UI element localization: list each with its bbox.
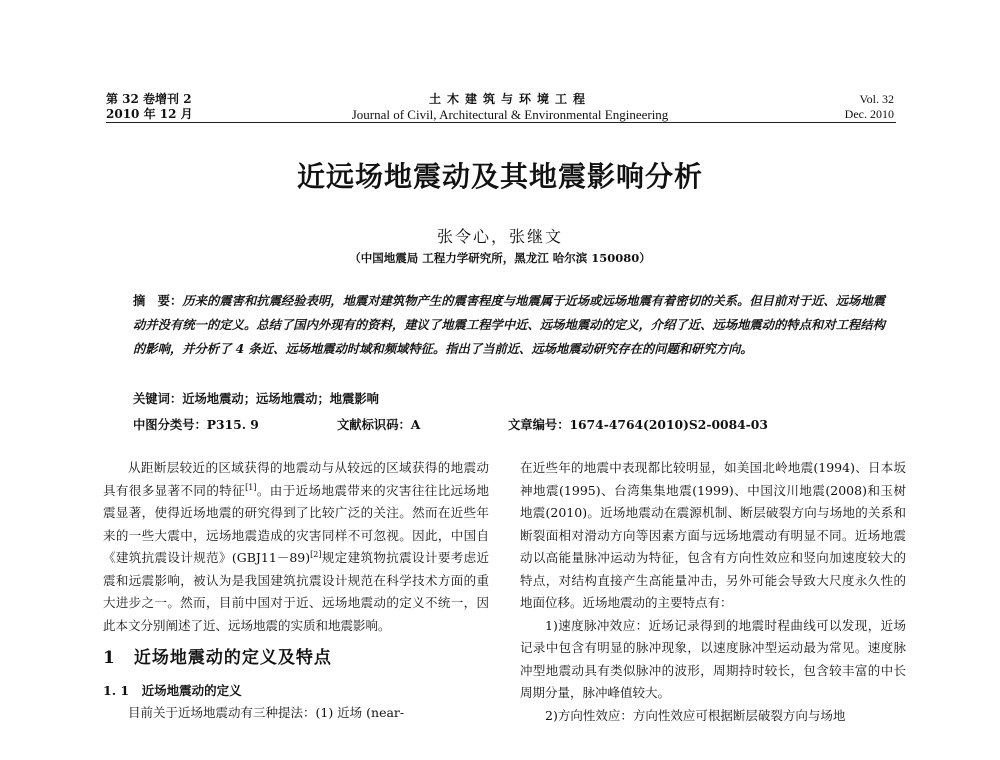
article-number (508, 415, 768, 433)
paper-affiliation: （中国地震局 工程力学研究所，黑龙江 哈尔滨 150080） (349, 251, 651, 265)
right-column (520, 457, 906, 727)
left-column (103, 457, 489, 725)
keywords-label: 关键词： (133, 391, 183, 406)
section-heading-1: 1 近场地震动的定义及特点 (103, 648, 332, 668)
journal-volume-cn: 第 32 卷增刊 2 (106, 92, 192, 106)
document-code (337, 415, 420, 433)
paper-authors: 张令心，张继文 (436, 227, 563, 246)
journal-date-cn: 2010 年 12 月 (106, 107, 193, 121)
doc-code-value: A (410, 417, 421, 432)
keywords (133, 389, 379, 407)
journal-name-cn: 土木建筑与环境工程 (428, 92, 591, 106)
citation-1: [1] (245, 482, 257, 492)
keywords-text: 近场地震动；远场地震动；地震影响 (182, 391, 379, 406)
citation-2: [2] (310, 549, 322, 559)
clc-number (133, 415, 259, 433)
body-paragraph: 在近些年的地震中表现都比较明显，如美国北岭地震(1994)、日本坂神地震(1995)、台湾集集地震(1999)、中国汶川地震(2008)和玉树地震(2010)。近场地震动在震源机制、断层破裂方向与场地的关系和断裂面相对滑动方向等因素方面与远场地震动有明显不同。近场地震动以高能量脉冲运动为特征，包含有方向性效应和竖向加速度较大的特点，对结构直接产生高能量冲击，另外可能会导致大尺度永久性的地面位移。近场地震动的主要特点有： (520, 460, 906, 610)
subsection-heading-1-1: 1. 1 近场地震动的定义 (103, 682, 242, 698)
article-no-value: 1674-4764(2010)S2-0084-03 (569, 417, 768, 432)
abstract (133, 289, 885, 361)
abstract-label: 摘 要： (133, 293, 183, 308)
paper-title: 近远场地震动及其地震影响分析 (296, 160, 703, 193)
journal-name (300, 92, 720, 122)
journal-issue-info (106, 92, 193, 122)
article-no-label: 文章编号： (508, 417, 570, 432)
body-paragraph: 目前关于近场地震动有三种提法：(1) 近场 (near- (128, 705, 405, 720)
abstract-text: 历来的震害和抗震经验表明，地震对建筑物产生的震害程度与地震属于近场或远场地震有着密切的关系。但目前对于近、远场地震动并没有统一的定义。总结了国内外现有的资料，建议了地震工程学中近、远场地震动的定义，介绍了近、远场地震动的特点和对工程结构的影响，并分析了 4 条近、远场地震动时域和频域特征。指出了当前近、远场地震动研究存在的问题和研究方向。 (133, 293, 885, 356)
journal-name-en: Journal of Civil, Architectural & Environmental Engineering (351, 107, 669, 122)
journal-date-en: Dec. 2010 (844, 107, 894, 121)
doc-code-label: 文献标识码： (337, 417, 411, 432)
body-paragraph: 从距断层较近的区域获得的地震动与从较远的区域获得的地震动具有很多显著不同的特征[1]。由于近场地震带来的灾害往往比远场地震显著，使得近场地震的研究得到了比较广泛的关注。然而在近些年来的一些大震中，远场地震造成的灾害同样不可忽视。因此，中国自《建筑抗震设计规范》(GBJ11－89)[2]规定建筑物抗震设计要考虑近震和远震影响，被认为是我国建筑抗震设计规范在科学技术方面的重大进步之一。然而，目前中国对于近、远场地震动的定义不统一，因此本文分别阐述了近、远场地震的实质和地震影响。 (103, 460, 489, 633)
clc-value: P315. 9 (206, 417, 259, 432)
body-paragraph: 2)方向性效应：方向性效应可根据断层破裂方向与场地 (545, 707, 846, 723)
journal-volume-en: Vol. 32 (859, 92, 894, 106)
header-rule (106, 122, 896, 123)
clc-label: 中图分类号： (133, 417, 207, 432)
journal-volume-info (845, 92, 894, 122)
body-paragraph: 1)速度脉冲效应：近场记录得到的地震时程曲线可以发现，近场记录中包含有明显的脉冲现象，以速度脉冲型运动最为常见。速度脉冲型地震动具有类似脉冲的波形，周期持时较长，包含较丰富的中长周期分量，脉冲峰值较大。 (520, 617, 906, 700)
